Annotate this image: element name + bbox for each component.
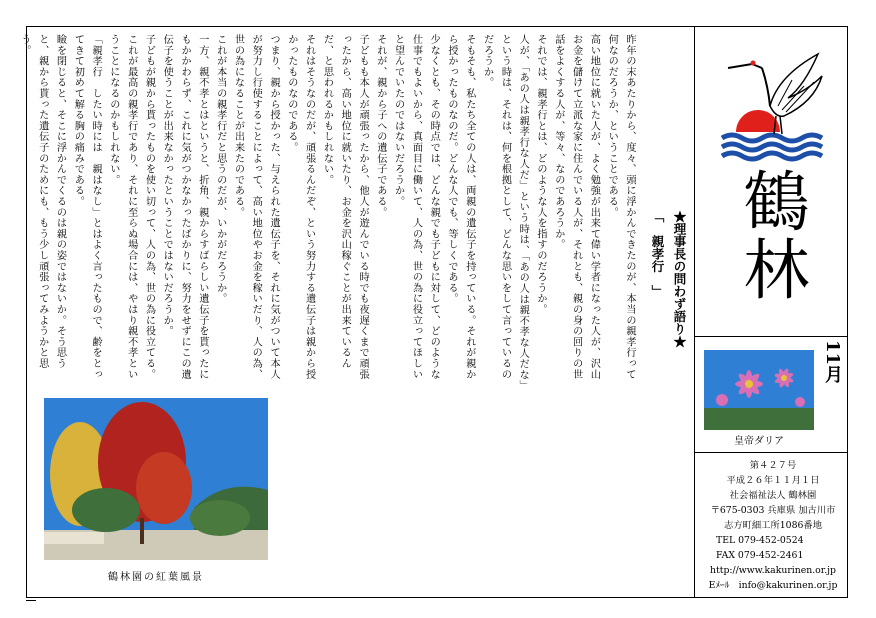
publisher-info (700, 458, 846, 593)
dahlia-caption: 皇帝ダリア (734, 436, 784, 447)
email-link[interactable]: Eﾒｰﾙ info@kakurinen.or.jp (708, 580, 838, 591)
address-line-2: 志方町細工所1086番地 (723, 520, 823, 531)
article-paragraph: 一方、親不孝とはというと、折角、親からすばらしい遺伝子を貰ったにもかかわらず、これに気がつかなかったばかりに、努力をせずにこの遺伝子を使うことが出来なかったということではないだろうか。 (161, 34, 208, 380)
issue-date: 平成２６年１１月１日 (726, 475, 820, 486)
article-paragraph: 少なくとも、その時点では、どんな親でも子どもに対して、どのような仕事でもよいから、真面目に働いて、人の為、世の為に役立ってほしいと望んでいたのではないだろうか。 (392, 34, 440, 380)
newsletter-title: 鶴林 (732, 167, 809, 303)
article-paragraph: 子どもが親から貰ったものを使い切って、人の為、世の為に役立てる。これが最高の親孝行であり、それに至らぬ場合には、やはり親不孝ということになるのかもしれない。 (107, 34, 155, 380)
article-body (18, 34, 638, 389)
heading-line-1: ★理事長の問わず語り★ (672, 210, 687, 348)
article-paragraph: それが、親から子への遺伝子である。 (374, 34, 386, 218)
fax: FAX 079-452-2461 (716, 550, 804, 561)
divider (694, 336, 848, 337)
column-heading (644, 210, 690, 370)
corner-mark (26, 600, 36, 601)
dahlia-photo (704, 350, 814, 430)
article-paragraph: 高い地位に就いた人が、よく勉強が出来て偉い学者になった人が、沢山お金を儲けて立派な家に住んでいる人が、それとも、親の身の回りの世話をよくする人が、等々、なのであろうか。 (552, 34, 600, 380)
article-paragraph: 人が、「あの人は親孝行な人だ」という時は、「あの人は親不孝な人だな」という時は、それは、何を根拠として、どんな思いをして言っているのだろうか。 (481, 34, 529, 386)
article-paragraph: 昨年の末あたりから、度々、頭に浮かんできたのが、本当の親孝行って何なのだろうか、ということである。 (606, 34, 635, 380)
divider (694, 452, 848, 453)
issue-month: 11月 (822, 340, 843, 384)
article-paragraph: 瞼を閉じると、そこに浮かんでくるのは親の姿ではないか。そう思うと、親から貰った遺伝子のためにも、もう少し頑張ってみようかと思う。 (18, 34, 66, 369)
telephone: TEL 079-452-0524 (716, 535, 804, 546)
article-paragraph: つまり、親から授かった、与えられた遺伝子を、それに気がついて本人が努力し行使することによって、高い地位やお金を稼いだり、人の為、世の為になることが出来たのである。 (232, 34, 280, 380)
photo-caption: 鶴林園の紅葉風景 (108, 572, 204, 583)
heading-line-2: 「 親孝行 」 (650, 210, 665, 298)
article-paragraph: 子どもも本人が頑張ったから、他人が遊んでいる時でも夜遅くまで頑張ったから、高い地位に就いたり、お金を沢山稼ぐことが出来ているんだ、と思われるかもしれない。 (321, 34, 369, 380)
article-paragraph: それでは、親孝行とは、どのような人を指すのだろうか。 (535, 34, 547, 315)
crane-logo (718, 46, 828, 164)
article-paragraph: これが本当の親孝行だと思うのだが、いかがだろうか。 (214, 34, 226, 304)
issue-number: 第４２７号 (749, 460, 797, 471)
article-paragraph: それはそうなのだが、頑張るんだぞ、という努力する遺伝子は親から授かったものなのである。 (285, 34, 315, 380)
column-divider (694, 26, 695, 598)
address-line-1: 〒675-0303 兵庫県 加古川市 (710, 505, 836, 516)
autumn-foliage-photo (44, 398, 268, 560)
article-paragraph: そもそも、私たち全ての人は、両親の遺伝子を持っている。それが親から授かったものなのだ。どんな人でも、等しくである。 (446, 34, 475, 380)
organization-name: 社会福祉法人 鶴林園 (729, 490, 817, 501)
website-link[interactable]: http://www.kakurinen.or.jp (710, 565, 836, 576)
article-paragraph: 「親孝行 したい時には 親はなし」とはよく言ったもので、齢をとってきて初めて解る胸の痛みである。 (72, 34, 102, 380)
